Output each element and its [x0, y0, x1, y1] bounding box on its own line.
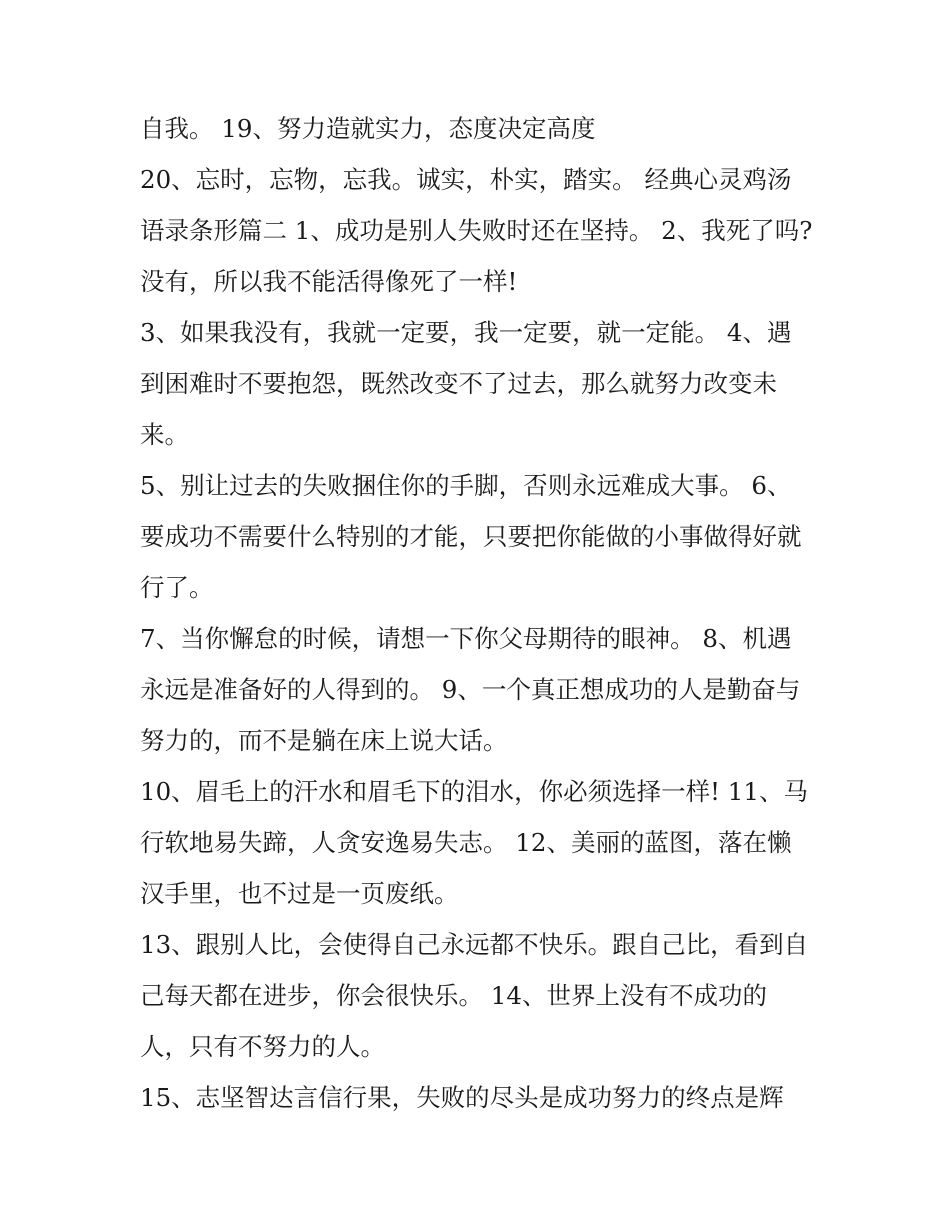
text-line: 没有，所以我不能活得像死了一样!: [140, 267, 518, 296]
text-line: 15、志坚智达言信行果，失败的尽头是成功努力的终点是辉: [140, 1083, 784, 1112]
text-line: 永远是准备好的人得到的。 9、一个真正想成功的人是勤奋与: [140, 675, 801, 704]
text-line: 己每天都在进步，你会很快乐。 14、世界上没有不成功的: [140, 981, 767, 1010]
text-line: 10、眉毛上的汗水和眉毛下的泪水，你必须选择一样! 11、马: [140, 777, 808, 806]
text-line: 努力的，而不是躺在床上说大话。: [140, 726, 508, 755]
text-line: 5、别让过去的失败捆住你的手脚，否则永远难成大事。 6、: [140, 471, 792, 500]
text-line: 语录条形篇二 1、成功是别人失败时还在坚持。 2、我死了吗?: [140, 216, 813, 245]
text-line: 到困难时不要抱怨，既然改变不了过去，那么就努力改变未: [140, 369, 777, 398]
text-line: 20、忘时，忘物，忘我。诚实，朴实，踏实。 经典心灵鸡汤: [140, 165, 792, 194]
text-line: 行软地易失蹄，人贪安逸易失志。 12、美丽的蓝图，落在懒: [140, 828, 792, 857]
text-line: 7、当你懈怠的时候，请想一下你父母期待的眼神。 8、机遇: [140, 624, 792, 653]
body-text: [140, 108, 820, 1128]
text-line: 要成功不需要什么特别的才能，只要把你能做的小事做得好就: [140, 522, 802, 551]
text-line: 自我。 19、努力造就实力，态度决定高度: [140, 114, 596, 143]
text-line: 汉手里，也不过是一页废纸。: [140, 879, 459, 908]
text-line: 行了。: [140, 573, 214, 602]
text-line: 13、跟别人比，会使得自己永远都不快乐。跟自己比，看到自: [140, 930, 809, 959]
text-line: 人，只有不努力的人。: [140, 1032, 385, 1061]
text-line: 3、如果我没有，我就一定要，我一定要，就一定能。 4、遇: [140, 318, 792, 347]
text-line: 来。: [140, 420, 189, 449]
